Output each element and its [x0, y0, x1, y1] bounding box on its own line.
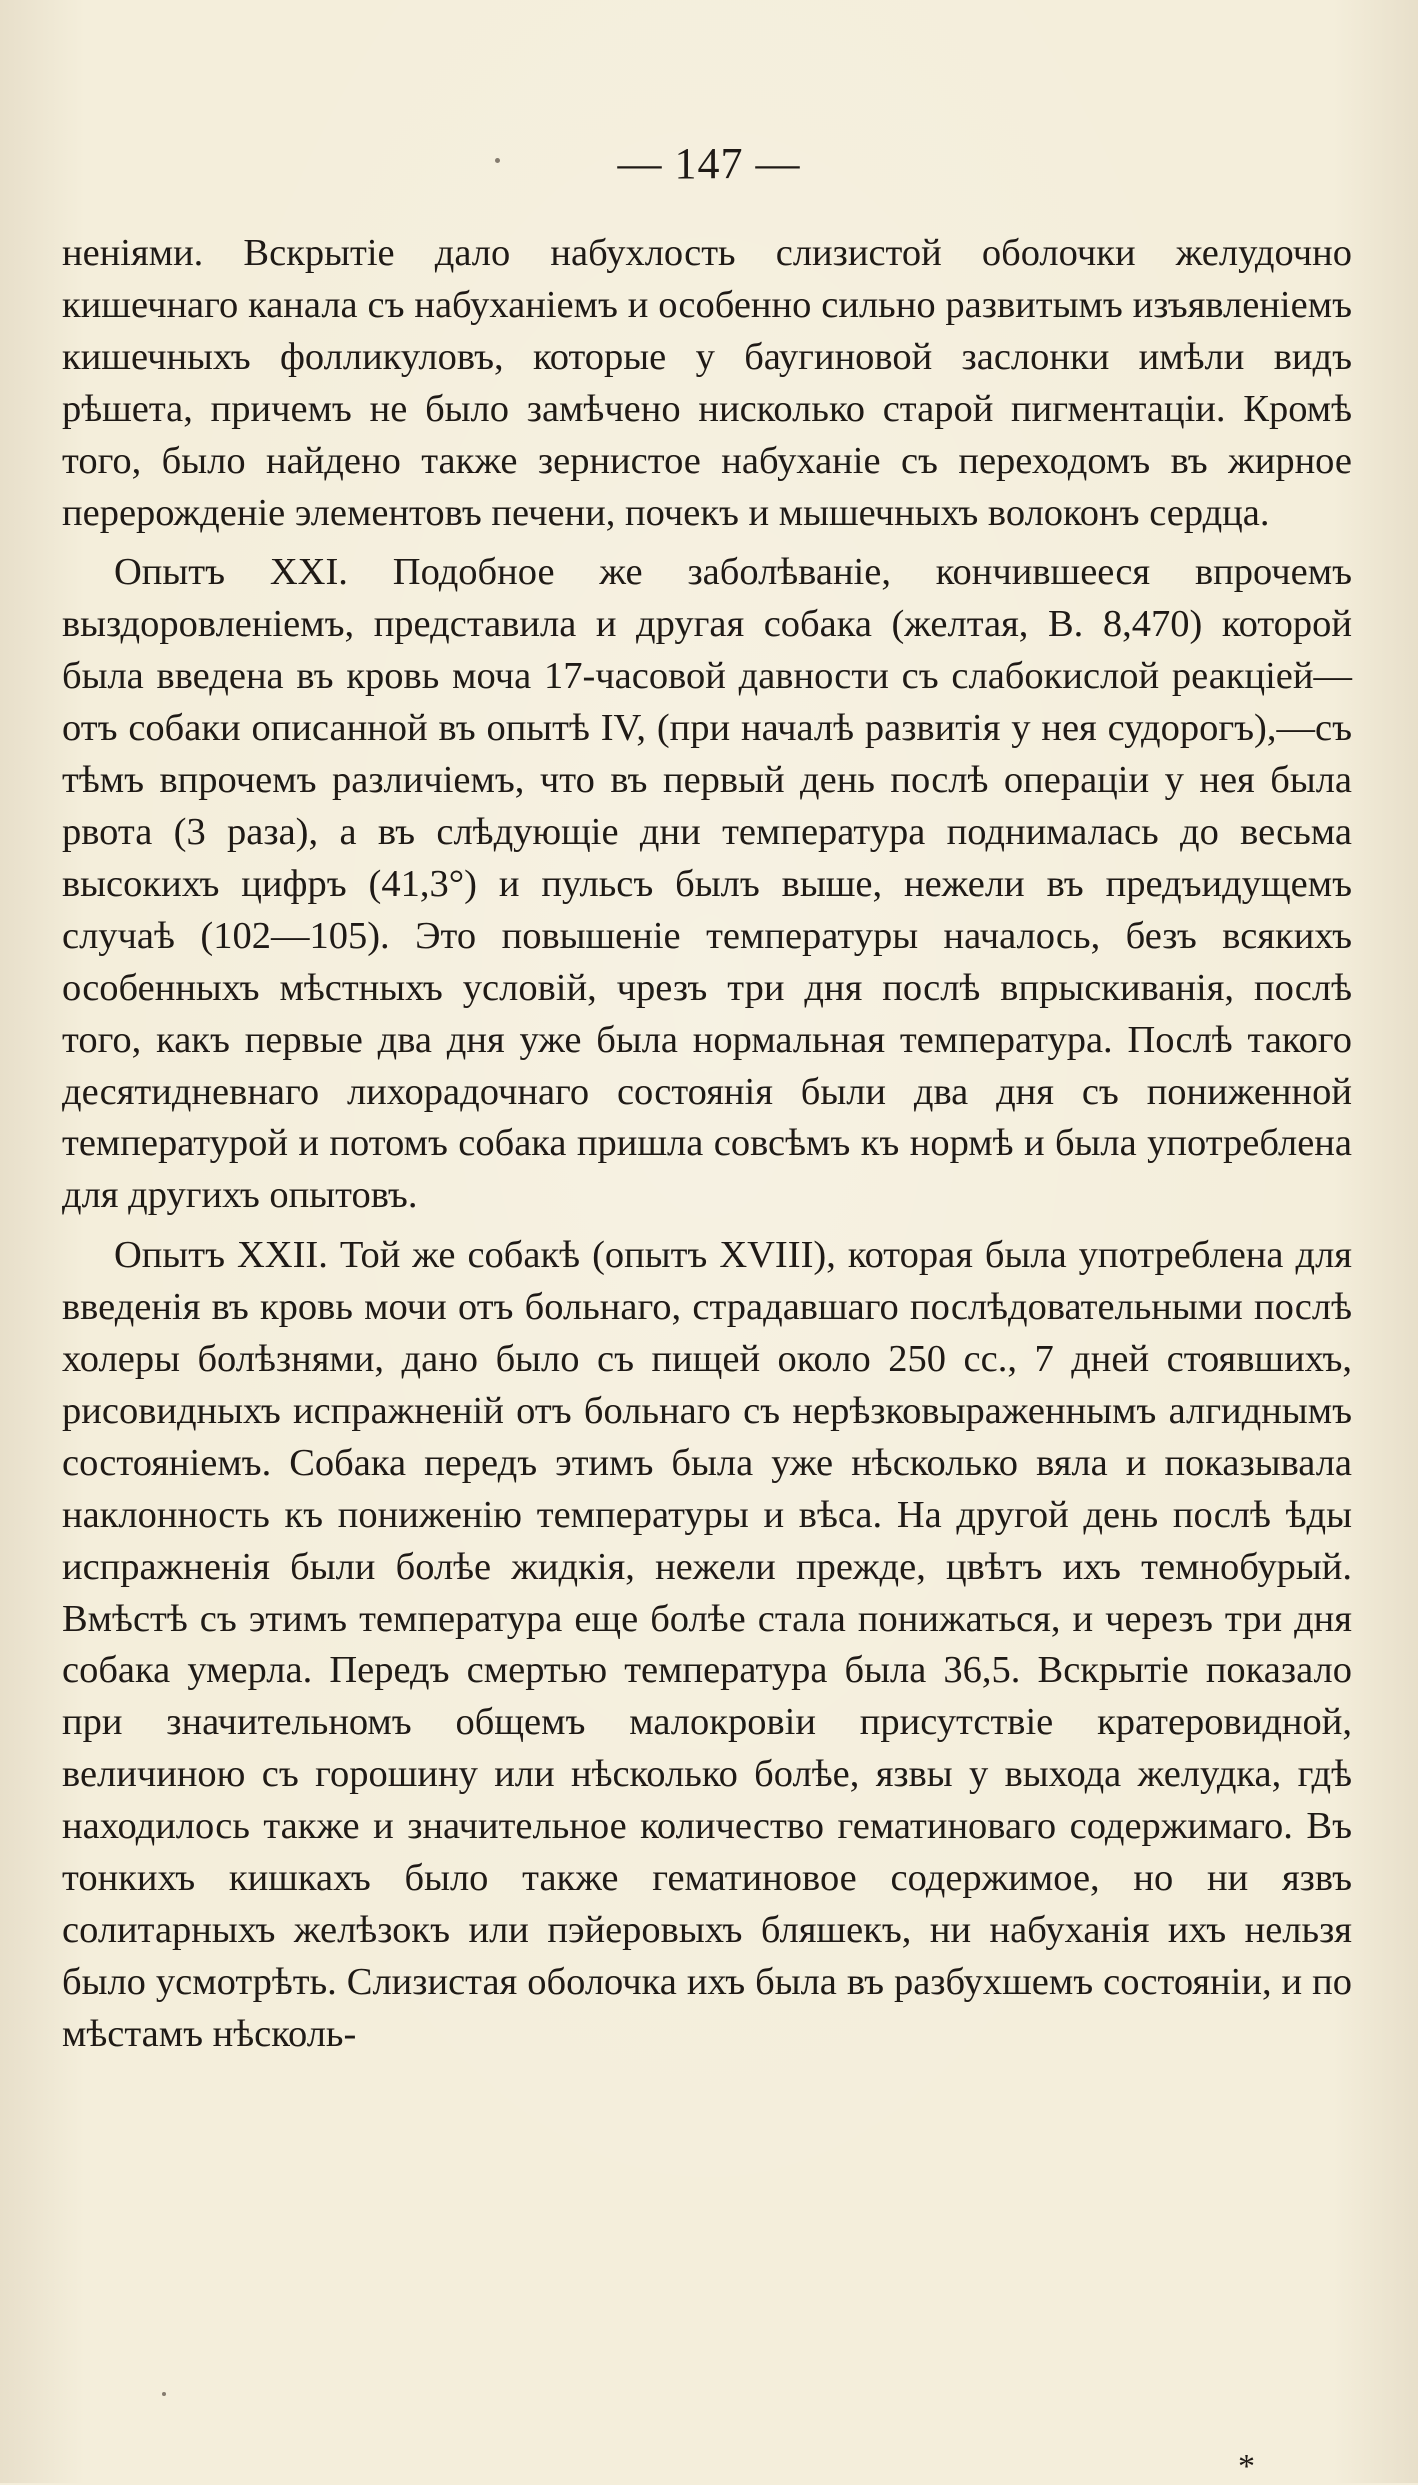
- page-number: — 147 —: [617, 139, 801, 188]
- ink-speck: [495, 158, 500, 163]
- footnote-asterisk: *: [1238, 2448, 1255, 2485]
- body-text: [62, 228, 1352, 2061]
- paragraph-experiment-22: Опытъ XXII. Той же собакѣ (опытъ XVIII), которая была употреблена для введенія въ кровь мочи отъ больнаго, страдавшаго послѣдовательными послѣ холеры болѣзнями, дано было съ пищей около 250 сс., 7 дней стоявшихъ, рисовидныхъ испражненій отъ больнаго съ нерѣзковыраженнымъ алгиднымъ состояніемъ. Собака передъ этимъ была уже нѣсколько вяла и показывала наклонность къ пониженію температуры и вѣса. На другой день послѣ ѣды испражненія были болѣе жидкія, нежели прежде, цвѣтъ ихъ темнобурый. Вмѣстѣ съ этимъ температура еще болѣе стала понижаться, и черезъ три дня собака умерла. Передъ смертью температура была 36,5. Вскрытіе показало при значительномъ общемъ малокровіи присутствіе кратеровидной, величиною съ горошину или нѣсколько болѣе, язвы у выхода желудка, гдѣ находилось также и значительное количество гематиноваго содержимаго. Въ тонкихъ кишкахъ было также гематиновое содержимое, но ни язвъ солитарныхъ желѣзокъ или пэйеровыхъ бляшекъ, ни набуханія ихъ нельзя было усмотрѣть. Слизистая оболочка ихъ была въ разбухшемъ состояніи, и по мѣстамъ нѣсколь-: [62, 1234, 1352, 2055]
- paragraph-continuation: неніями. Вскрытіе дало набухлость слизистой оболочки желудочно кишечнаго канала съ набуханіемъ и особенно сильно развитымъ изъявленіемъ кишечныхъ фолликуловъ, которые у баугиновой заслонки имѣли видъ рѣшета, причемъ не было замѣчено нисколько старой пигментаціи. Кромѣ того, было найдено также зернистое набуханіе съ переходомъ въ жирное перерожденіе элементовъ печени, почекъ и мышечныхъ волоконъ сердца.: [62, 232, 1352, 534]
- ink-speck: [162, 2392, 166, 2396]
- paragraph-experiment-21: Опытъ XXI. Подобное же заболѣваніе, кончившееся впрочемъ выздоровленіемъ, представила и другая собака (желтая, В. 8,470) которой была введена въ кровь моча 17-часовой давности съ слабокислой реакціей—отъ собаки описанной въ опытѣ IV, (при началѣ развитія у нея судорогъ),—съ тѣмъ впрочемъ различіемъ, что въ первый день послѣ операціи у нея была рвота (3 раза), а въ слѣдующіе дни температура поднималась до весьма высокихъ цифръ (41,3°) и пульсъ былъ выше, нежели въ предъидущемъ случаѣ (102—105). Это повышеніе температуры началось, безъ всякихъ особенныхъ мѣстныхъ условій, чрезъ три дня послѣ впрыскиванія, послѣ того, какъ первые два дня уже была нормальная температура. Послѣ такого десятидневнаго лихорадочнаго состоянія были два дня съ пониженной температурой и потомъ собака пришла совсѣмъ къ нормѣ и была употреблена для другихъ опытовъ.: [62, 551, 1352, 1217]
